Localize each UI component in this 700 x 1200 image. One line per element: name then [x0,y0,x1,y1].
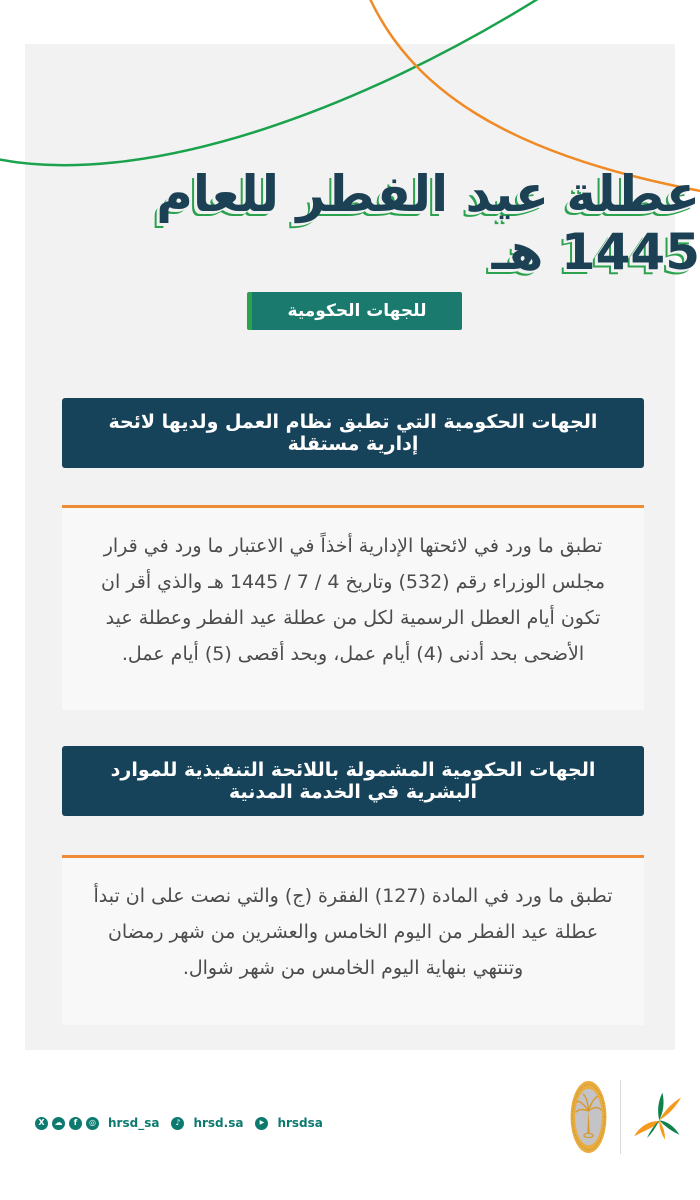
footer-logos [570,1080,686,1154]
section-1-card [62,505,644,710]
section-2-body: تطبق ما ورد في المادة (127) الفقرة (ج) والتي نصت على ان تبدأ عطلة عيد الفطر من اليوم الخامس والعشرين من شهر رمضان وتنتهي بنهاية اليوم الخامس من شهر شوال. [93,885,613,980]
video-handle[interactable]: hrsdsa [277,1116,323,1130]
youtube-icon[interactable]: ▶ [255,1117,268,1130]
civil-service-oval-logo [570,1080,607,1154]
social-handle[interactable]: hrsd_sa [108,1116,160,1130]
section-1-header: الجهات الحكومية التي تطبق نظام العمل ولديها لائحة إدارية مستقلة [62,398,644,468]
snapchat-icon[interactable]: ☁ [52,1117,65,1130]
section-1-body: تطبق ما ورد في لائحتها الإدارية أخذاً في الاعتبار ما ورد في قرار مجلس الوزراء رقم (532) وتاريخ 4 / 7 / 1445 هـ والذي أقر ان تكون أيام العطل الرسمية لكل من عطلة عيد الفطر وعطلة عيد الأضحى بحد أدنى (4) أيام عمل، وبحد أقصى (5) أيام عمل. [100,535,606,666]
logo-divider [620,1080,621,1154]
section-2-card [62,855,644,1025]
x-icon[interactable]: X [35,1117,48,1130]
audience-badge: للجهات الحكومية [247,292,462,330]
hrsd-palm-logo [634,1087,686,1147]
website-link[interactable]: hrsd.sa [193,1116,244,1130]
tiktok-icon[interactable]: ♪ [171,1117,184,1130]
instagram-icon[interactable]: ◎ [86,1117,99,1130]
section-2-header: الجهات الحكومية المشمولة باللائحة التنفيذية للموارد البشرية في الخدمة المدنية [62,746,644,816]
footer-social-row [35,1116,331,1130]
page-title: عطلة عيد الفطر للعام 1445 هـ [156,165,700,281]
facebook-icon[interactable]: f [69,1117,82,1130]
